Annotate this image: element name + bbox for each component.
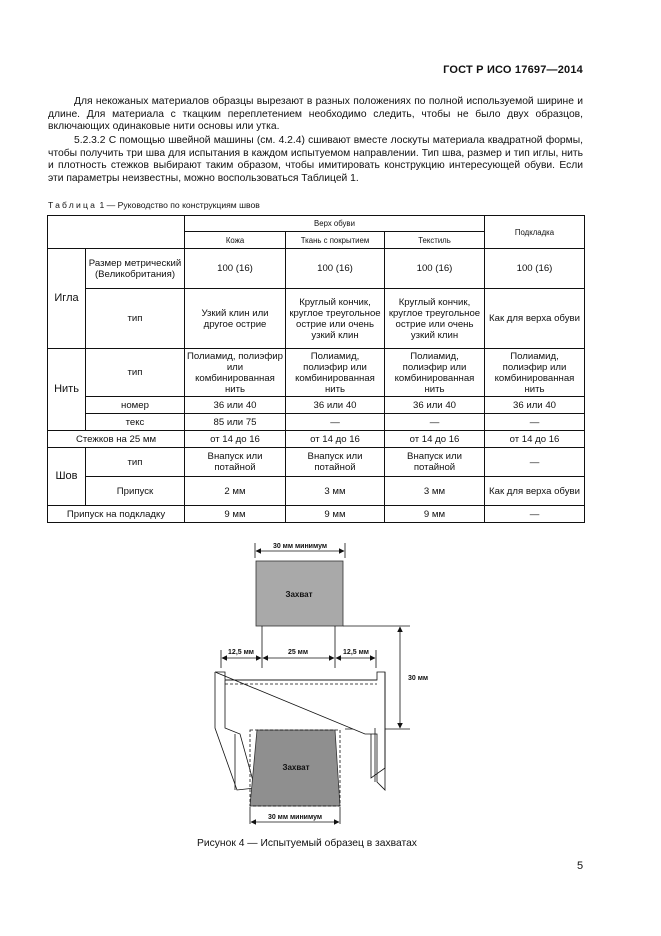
table-caption-number: 1 bbox=[99, 200, 105, 210]
cell-value: 85 или 75 bbox=[185, 414, 286, 431]
table-header-row bbox=[48, 216, 585, 232]
table-row bbox=[48, 414, 585, 431]
cell-value: Полиамид, полиэфир или комбинированная нить bbox=[286, 349, 385, 397]
header-leather: Кожа bbox=[185, 232, 286, 249]
cell-value: 36 или 40 bbox=[485, 397, 585, 414]
cell-value: — bbox=[485, 506, 585, 523]
cell-value: 100 (16) bbox=[286, 249, 385, 289]
cell-value: Внапуск или потайной bbox=[185, 448, 286, 477]
cell-value: 3 мм bbox=[286, 477, 385, 506]
left-dimension-label: 12,5 мм bbox=[228, 649, 254, 656]
cell-value: 36 или 40 bbox=[385, 397, 485, 414]
table-row bbox=[48, 506, 585, 523]
table-caption-title: — Руководство по конструкциям швов bbox=[106, 200, 260, 210]
cell-value: Как для верха обуви bbox=[485, 477, 585, 506]
cell-value: Узкий клин или другое острие bbox=[185, 289, 286, 349]
cell-value: 2 мм bbox=[185, 477, 286, 506]
cell-value: Полиамид, полиэфир или комбинированная нить bbox=[485, 349, 585, 397]
cell-value: 9 мм bbox=[185, 506, 286, 523]
paragraph-nonleather bbox=[48, 96, 583, 134]
table-caption-label: Таблица bbox=[48, 200, 98, 210]
row-label: Припуск bbox=[86, 477, 185, 506]
table-corner-cell bbox=[48, 216, 185, 249]
row-label: Стежков на 25 мм bbox=[48, 431, 185, 448]
cell-value: от 14 до 16 bbox=[385, 431, 485, 448]
row-label: тип bbox=[86, 448, 185, 477]
seam-construction-table bbox=[47, 215, 585, 523]
cell-value: — bbox=[385, 414, 485, 431]
cell-value: — bbox=[485, 414, 585, 431]
row-label: номер bbox=[86, 397, 185, 414]
paragraph-5-2-3-2 bbox=[48, 135, 583, 185]
group-thread: Нить bbox=[48, 349, 86, 431]
cell-value: 36 или 40 bbox=[286, 397, 385, 414]
group-seam: Шов bbox=[48, 448, 86, 506]
cell-value: 9 мм bbox=[385, 506, 485, 523]
header-lining: Подкладка bbox=[485, 216, 585, 249]
test-specimen-figure bbox=[195, 538, 435, 833]
cell-value: — bbox=[485, 448, 585, 477]
top-clamp-label: Захват bbox=[285, 590, 313, 599]
top-dimension-label: 30 мм минимум bbox=[272, 543, 328, 550]
cell-value: Круглый кончик, круглое треугольное острие или очень узкий клин bbox=[385, 289, 485, 349]
center-dimension-label: 25 мм bbox=[287, 649, 309, 656]
header-textile: Текстиль bbox=[385, 232, 485, 249]
table-caption bbox=[48, 200, 260, 210]
table-row bbox=[48, 289, 585, 349]
cell-value: 36 или 40 bbox=[185, 397, 286, 414]
header-coated-fabric: Ткань с покрытием bbox=[286, 232, 385, 249]
table-row bbox=[48, 431, 585, 448]
cell-value: Внапуск или потайной bbox=[385, 448, 485, 477]
cell-value: Полиамид, полиэфир или комбинированная нить bbox=[185, 349, 286, 397]
cell-value: 3 мм bbox=[385, 477, 485, 506]
header-upper: Верх обуви bbox=[185, 216, 485, 232]
height-dimension-label: 30 мм bbox=[408, 675, 429, 682]
table-row bbox=[48, 349, 585, 397]
cell-value: Как для верха обуви bbox=[485, 289, 585, 349]
table-row bbox=[48, 397, 585, 414]
row-label: тип bbox=[86, 349, 185, 397]
cell-value: 100 (16) bbox=[185, 249, 286, 289]
table-row bbox=[48, 448, 585, 477]
cell-value: — bbox=[286, 414, 385, 431]
table-row bbox=[48, 477, 585, 506]
row-label: Размер метрический (Великобритания) bbox=[86, 249, 185, 289]
cell-value: Круглый кончик, круглое треугольное острие или очень узкий клин bbox=[286, 289, 385, 349]
cell-value: Полиамид, полиэфир или комбинированная нить bbox=[385, 349, 485, 397]
cell-value: от 14 до 16 bbox=[286, 431, 385, 448]
cell-value: от 14 до 16 bbox=[485, 431, 585, 448]
cell-value: 9 мм bbox=[286, 506, 385, 523]
cell-value: 100 (16) bbox=[485, 249, 585, 289]
right-dimension-label: 12,5 мм bbox=[343, 649, 369, 656]
table-row bbox=[48, 249, 585, 289]
row-label: тип bbox=[86, 289, 185, 349]
group-needle: Игла bbox=[48, 249, 86, 349]
bottom-dimension-label: 30 мм минимум bbox=[267, 814, 323, 821]
row-label: текс bbox=[86, 414, 185, 431]
paragraph-text: 5.2.3.2 С помощью швейной машины (см. 4.2.4) сшивают вместе лоскуты материала квадратной формы, чтобы получить три шва для испытания в каждом испытуемом направлении. Тип шва, размер и тип иглы, нить и плотность стежков выбирают таким образом, чтобы имитировать конструкцию интересующей обуви. Если эти параметры неизвестны, можно воспользоваться Таблицей 1. bbox=[48, 135, 583, 184]
bottom-clamp-label: Захват bbox=[282, 763, 310, 772]
paragraph-text: Для некожаных материалов образцы вырезают в разных положениях по полной используемой ширине и длине. Для материала с ткацким переплетением необходимо следить, чтобы не было двух образцов, включающих одинаковые нити основы или утка. bbox=[48, 96, 583, 133]
figure-caption: Рисунок 4 — Испытуемый образец в захватах bbox=[197, 838, 417, 849]
cell-value: Внапуск или потайной bbox=[286, 448, 385, 477]
page-number: 5 bbox=[577, 860, 584, 872]
document-header: ГОСТ Р ИСО 17697—2014 bbox=[443, 64, 583, 76]
cell-value: от 14 до 16 bbox=[185, 431, 286, 448]
cell-value: 100 (16) bbox=[385, 249, 485, 289]
row-label: Припуск на подкладку bbox=[48, 506, 185, 523]
